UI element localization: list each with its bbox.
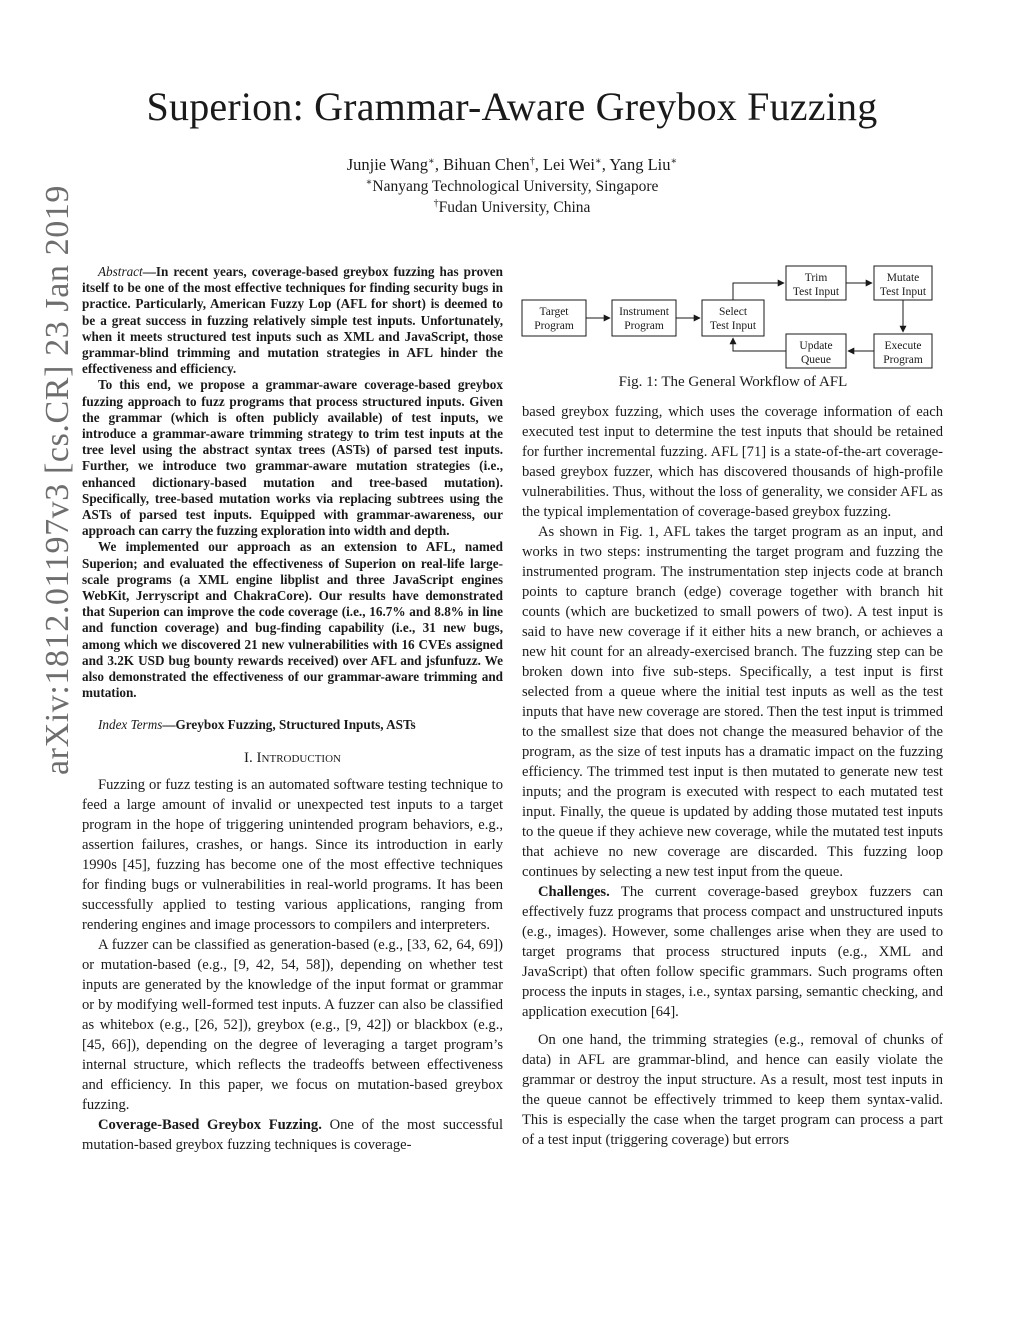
node-update-label-1: Update (799, 340, 833, 352)
node-select-label-1: Select (718, 306, 748, 318)
index-terms-text: Greybox Fuzzing, Structured Inputs, ASTs (175, 717, 416, 733)
affiliation (0, 177, 1024, 197)
paragraph-lead: Challenges. (538, 884, 610, 900)
node-mutate-label-2: Test Input (879, 286, 927, 298)
abstract-label: Abstract (98, 264, 143, 279)
body-paragraph: As shown in Fig. 1, AFL takes the target program as an input, and works in two steps: instrumenting the target program and fuzzing the instrumented program. The instrumentation step injects code at branch points to capture branch (edge) coverage together with branch hit counts (which are bucketized to small powers of two). A test input is said to have new coverage if it either hits a new branch, or achieves a new hit count for an already-exercised branch. The fuzzing step can be broken down into five sub-steps. Specifically, a test input is first selected from a queue where the initial test inputs as well as the test inputs that have new coverage are stored. Then the test input is trimmed to the smallest size that does not change the measured behavior of the program, as the size of test inputs has a dramatic impact on the fuzzing efficiency. The trimmed test input is then mutated to generate new test inputs; and the program is executed with respect to each mutated test input. Finally, the queue is updated by adding those mutated test inputs to the queue if they achieve new coverage, while the mutated test inputs that achieve no new coverage are discarded. This fuzzing loop continues by selecting a new test input from the queue. (522, 524, 943, 880)
section-number: I. (244, 750, 253, 767)
index-terms: Index Terms—Greybox Fuzzing, Structured Inputs, ASTs (98, 717, 416, 733)
abstract (82, 264, 503, 701)
author-name: Junjie Wang (346, 155, 429, 174)
node-instrument-label-1: Instrument (619, 306, 669, 318)
author-mark: ∗ (594, 156, 602, 167)
abstract-paragraph: Abstract—In recent years, coverage-based greybox fuzzing has proven itself to be one of the most effective techniques for finding security bugs in practice. Particularly, American Fuzzy Lop (AFL for short) is deemed to be a great success in fuzzing relatively simple test inputs. Unfortunately, when it meets structured test inputs such as XML and JavaScript, those grammar-blind trimming and mutation strategies in AFL hinder the effectiveness and efficiency. (82, 264, 503, 377)
author-name: Bihuan Chen (443, 155, 530, 174)
section-title: Introduction (256, 750, 341, 767)
abstract-paragraph: We implemented our approach as an extension to AFL, named Superion; and evaluated the effectiveness of Superion on real-life large-scale programs (a XML engine libplist and three JavaScript engines WebKit, Jerryscript and ChakraCore). Our results have demonstrated that Superion can improve the code coverage (i.e., 16.7% and 8.8% in line and function coverage) and bug-finding capability (i.e., 31 new bugs, among which we discovered 21 new vulnerabilities with 16 CVEs assigned and 3.2K USD bug bounty rewards received) over AFL and jsfunfuzz. We also demonstrated the effectiveness of our grammar-aware trimming and mutation. (82, 539, 503, 701)
author-list: Junjie Wang∗, Bihuan Chen†, Lei Wei∗, Yang Liu∗ (346, 155, 678, 174)
body-paragraph: On one hand, the trimming strategies (e.g., removal of chunks of data) in AFL are grammar-blind, and hence can easily violate the grammar or destroy the input structure. As a result, most test inputs in the queue cannot be effectively trimmed to keep them syntax-valid. This is especially the case when the target program can process a part of a test input (triggering coverage) but errors (522, 1032, 943, 1148)
author-mark: ∗ (670, 156, 678, 167)
abstract-paragraph: To this end, we propose a grammar-aware coverage-based greybox fuzzing approach to fuzz programs that process structured inputs. Given the grammar (which is often publicly available) of test inputs, we introduce a grammar-aware trimming strategy to trim test inputs at the tree level using the abstract syntax trees (ASTs) of parsed test inputs. Further, we introduce two grammar-aware mutation strategies (i.e., enhanced dictionary-based mutation and tree-based mutation). Specifically, tree-based mutation works via replacing subtrees using the ASTs of parsed test inputs. Equipped with grammar-awareness, our approach can carry the fuzzing exploration into width and depth. (82, 377, 503, 539)
author-mark: ∗ (428, 156, 435, 167)
body-paragraph: A fuzzer can be classified as generation-based (e.g., [33, 62, 64, 69]) or mutation-based (e.g., [9, 42, 54, 58]), depending on whether test inputs are generated by the knowledge of the input format or grammar or by modifying well-formed test inputs. A fuzzer can also be classified as whitebox (e.g., [26, 52]), greybox (e.g., [9, 42]) or blackbox (e.g., [45, 66]), depending on the degree of leveraging a target program’s internal structure, which reflects the tradeoffs between effectiveness and efficiency. In this paper, we focus on mutation-based greybox fuzzing. (82, 937, 503, 1114)
node-target-label-1: Target (539, 306, 569, 318)
affiliation-mark: ∗ (365, 177, 373, 188)
right-column (522, 402, 943, 1150)
affiliation (0, 198, 1024, 218)
node-execute-label-2: Program (883, 354, 923, 366)
node-target-label-2: Program (534, 320, 574, 332)
author-name: Lei Wei (542, 155, 595, 174)
paragraph-text: One of the most successful mutation-based greybox fuzzing techniques is coverage- (82, 1117, 504, 1154)
arrow-update-select (733, 338, 786, 351)
paragraph-lead: Coverage-Based Greybox Fuzzing. (98, 1117, 322, 1134)
affiliation-text: Nanyang Technological University, Singapore (372, 178, 659, 195)
affiliation-text: Fudan University, China (438, 199, 591, 216)
index-terms-label: Index Terms (98, 717, 163, 733)
body-paragraph: Fuzzing or fuzz testing is an automated software testing technique to feed a large amount of invalid or unexpected test inputs to a target program in the hope of triggering unintended program behaviors, e.g., assertion failures, crashes, or hangs. Since its introduction in early 1990s [45], fuzzing has become one of the most effective techniques for finding bugs or vulnerabilities in real-world programs. It has been successfully applied to testing various applications, ranging from rendering engines and image processors to compilers and interpreters. (82, 777, 503, 934)
node-trim-label-1: Trim (804, 272, 828, 284)
author-mark: † (529, 156, 535, 167)
figure-caption: Fig. 1: The General Workflow of AFL (618, 374, 848, 390)
node-select-label-2: Test Input (709, 320, 757, 332)
arrow-select-trim (733, 283, 784, 300)
node-trim-label-2: Test Input (792, 286, 840, 298)
paper-title: Superion: Grammar-Aware Greybox Fuzzing (146, 84, 878, 129)
body-paragraph (82, 1115, 503, 1155)
figure-1 (518, 262, 948, 398)
left-column (82, 264, 503, 1155)
author-name: Yang Liu (609, 155, 671, 174)
afl-workflow-diagram (518, 262, 948, 370)
node-update-label-2: Queue (800, 354, 832, 366)
node-instrument-label-2: Program (624, 320, 664, 332)
abstract-text: In recent years, coverage-based greybox fuzzing has proven itself to be one of the most effective techniques for finding security bugs in practice. Particularly, American Fuzzy Lop (AFL for short) is deemed to be a great success in fuzzing relatively simple test inputs. Unfortunately, when it meets structured test inputs such as XML and JavaScript, those grammar-blind trimming and mutation strategies in AFL hinder the effectiveness and efficiency. (82, 264, 503, 377)
body-paragraph (522, 882, 943, 1022)
paragraph-text: The current coverage-based greybox fuzzers can effectively fuzz programs that process compact and unstructured inputs (e.g., images). However, some challenges arise when they are used to target programs that process structured inputs (e.g., XML and JavaScript) that often follow specific grammars. Such programs often process the inputs in stages, i.e., syntax parsing, semantic checking, and application execution [64]. (522, 884, 943, 1020)
arxiv-identifier: arXiv:1812.01197v3 [cs.CR] 23 Jan 2019 (39, 184, 76, 776)
affiliation-mark: † (433, 198, 439, 209)
node-mutate-label-1: Mutate (886, 272, 920, 284)
section-heading (82, 749, 503, 767)
node-execute-label-1: Execute (884, 340, 922, 352)
body-paragraph: based greybox fuzzing, which uses the coverage information of each executed test input to determine the test inputs that should be retained for further incremental fuzzing. AFL [71] is a state-of-the-art coverage-based greybox fuzzer, which has discovered thousands of high-profile vulnerabilities. Thus, without the loss of generality, we consider AFL as the typical implementation of coverage-based greybox fuzzing. (522, 404, 943, 520)
